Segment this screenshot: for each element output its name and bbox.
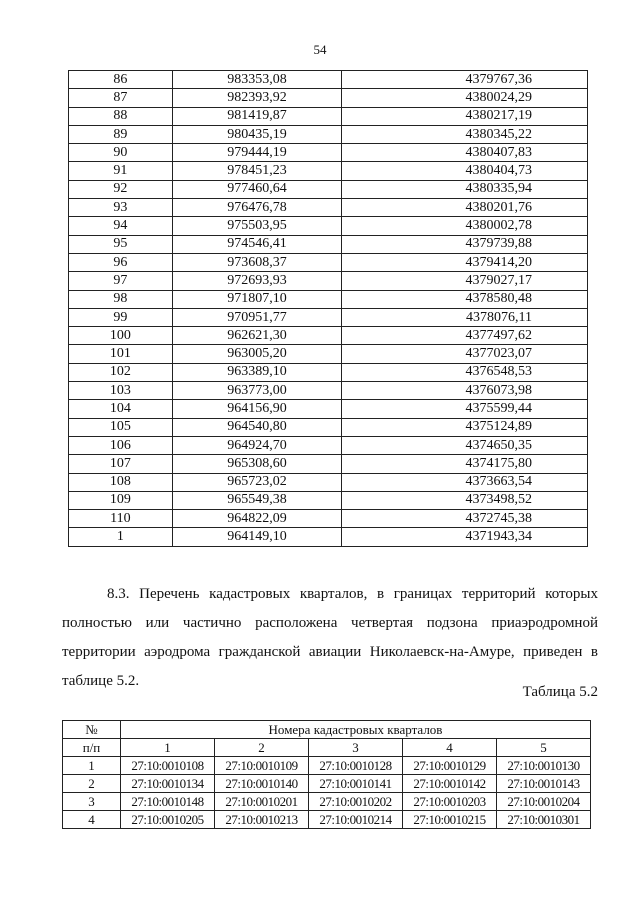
table-row — [69, 253, 588, 271]
point-number: 101 — [69, 345, 173, 363]
y-coordinate: 4380024,29 — [342, 89, 588, 107]
x-coordinate: 973608,37 — [172, 253, 342, 271]
table-row — [69, 363, 588, 381]
y-coordinate: 4374175,80 — [342, 455, 588, 473]
x-coordinate: 964822,09 — [172, 510, 342, 528]
y-coordinate: 4380201,76 — [342, 199, 588, 217]
table-row — [69, 455, 588, 473]
x-coordinate: 978451,23 — [172, 162, 342, 180]
x-coordinate: 980435,19 — [172, 125, 342, 143]
row-number: 3 — [63, 793, 121, 811]
point-number: 107 — [69, 455, 173, 473]
y-coordinate: 4378076,11 — [342, 308, 588, 326]
table-row — [69, 473, 588, 491]
column-number-row — [63, 739, 591, 757]
y-coordinate: 4376548,53 — [342, 363, 588, 381]
x-coordinate: 976476,78 — [172, 199, 342, 217]
y-coordinate: 4375599,44 — [342, 400, 588, 418]
header-row — [63, 721, 591, 739]
y-coordinate: 4379739,88 — [342, 235, 588, 253]
x-coordinate: 981419,87 — [172, 107, 342, 125]
x-coordinate: 965308,60 — [172, 455, 342, 473]
cadastral-number: 27:10:0010109 — [215, 757, 309, 775]
x-coordinate: 963389,10 — [172, 363, 342, 381]
x-coordinate: 975503,95 — [172, 217, 342, 235]
x-coordinate: 979444,19 — [172, 144, 342, 162]
y-coordinate: 4372745,38 — [342, 510, 588, 528]
y-coordinate: 4373663,54 — [342, 473, 588, 491]
point-number: 108 — [69, 473, 173, 491]
point-number: 95 — [69, 235, 173, 253]
y-coordinate: 4373498,52 — [342, 491, 588, 509]
table-row — [69, 491, 588, 509]
point-number: 88 — [69, 107, 173, 125]
cadastral-number: 27:10:0010213 — [215, 811, 309, 829]
y-coordinate: 4375124,89 — [342, 418, 588, 436]
cadastral-number: 27:10:0010201 — [215, 793, 309, 811]
x-coordinate: 964156,90 — [172, 400, 342, 418]
point-number: 110 — [69, 510, 173, 528]
table-row — [69, 71, 588, 89]
header-group: Номера кадастровых кварталов — [121, 721, 591, 739]
table-row — [69, 418, 588, 436]
table-row — [69, 345, 588, 363]
table-row — [69, 89, 588, 107]
x-coordinate: 964924,70 — [172, 436, 342, 454]
cadastral-number: 27:10:0010129 — [403, 757, 497, 775]
point-number: 91 — [69, 162, 173, 180]
x-coordinate: 965549,38 — [172, 491, 342, 509]
table-caption: Таблица 5.2 — [522, 684, 598, 700]
y-coordinate: 4380407,83 — [342, 144, 588, 162]
table-row — [69, 327, 588, 345]
x-coordinate: 982393,92 — [172, 89, 342, 107]
point-number: 86 — [69, 71, 173, 89]
row-number: 2 — [63, 775, 121, 793]
y-coordinate: 4377497,62 — [342, 327, 588, 345]
header-pp: п/п — [63, 739, 121, 757]
x-coordinate: 965723,02 — [172, 473, 342, 491]
cadastral-number: 27:10:0010143 — [497, 775, 591, 793]
cadastral-quarters-table — [62, 720, 591, 829]
table-row — [69, 162, 588, 180]
quarters-table-body — [63, 757, 591, 829]
column-number: 2 — [215, 739, 309, 757]
table-row — [69, 290, 588, 308]
cadastral-number: 27:10:0010108 — [121, 757, 215, 775]
table-row — [69, 400, 588, 418]
y-coordinate: 4380335,94 — [342, 180, 588, 198]
x-coordinate: 971807,10 — [172, 290, 342, 308]
x-coordinate: 983353,08 — [172, 71, 342, 89]
cadastral-number: 27:10:0010203 — [403, 793, 497, 811]
column-number: 4 — [403, 739, 497, 757]
point-number: 106 — [69, 436, 173, 454]
cadastral-number: 27:10:0010205 — [121, 811, 215, 829]
y-coordinate: 4380217,19 — [342, 107, 588, 125]
table-row — [69, 125, 588, 143]
cadastral-number: 27:10:0010202 — [309, 793, 403, 811]
column-number: 1 — [121, 739, 215, 757]
cadastral-number: 27:10:0010141 — [309, 775, 403, 793]
table-row — [69, 235, 588, 253]
point-number: 104 — [69, 400, 173, 418]
coordinates-table-body — [69, 71, 588, 547]
point-number: 96 — [69, 253, 173, 271]
table-row — [63, 757, 591, 775]
point-number: 87 — [69, 89, 173, 107]
table-row — [69, 217, 588, 235]
y-coordinate: 4371943,34 — [342, 528, 588, 546]
point-number: 103 — [69, 382, 173, 400]
column-number: 3 — [309, 739, 403, 757]
point-number: 90 — [69, 144, 173, 162]
cadastral-number: 27:10:0010128 — [309, 757, 403, 775]
y-coordinate: 4374650,35 — [342, 436, 588, 454]
cadastral-number: 27:10:0010142 — [403, 775, 497, 793]
table-row — [63, 811, 591, 829]
y-coordinate: 4379414,20 — [342, 253, 588, 271]
column-number: 5 — [497, 739, 591, 757]
cadastral-number: 27:10:0010148 — [121, 793, 215, 811]
table-row — [63, 793, 591, 811]
y-coordinate: 4378580,48 — [342, 290, 588, 308]
table-row — [69, 436, 588, 454]
point-number: 109 — [69, 491, 173, 509]
x-coordinate: 962621,30 — [172, 327, 342, 345]
x-coordinate: 964149,10 — [172, 528, 342, 546]
x-coordinate: 963005,20 — [172, 345, 342, 363]
point-number: 99 — [69, 308, 173, 326]
point-number: 102 — [69, 363, 173, 381]
table-row — [69, 272, 588, 290]
header-no: № — [63, 721, 121, 739]
x-coordinate: 964540,80 — [172, 418, 342, 436]
x-coordinate: 977460,64 — [172, 180, 342, 198]
point-number: 89 — [69, 125, 173, 143]
y-coordinate: 4380002,78 — [342, 217, 588, 235]
section-paragraph: 8.3. Перечень кадастровых кварталов, в границах территорий которых полностью или частично расположена четвертая подзона приаэродромной территории аэродрома гражданской авиации Николаевск-на-Амуре, приведен в таблице 5.2. — [62, 586, 598, 689]
point-number: 105 — [69, 418, 173, 436]
cadastral-number: 27:10:0010140 — [215, 775, 309, 793]
point-number: 94 — [69, 217, 173, 235]
cadastral-number: 27:10:0010214 — [309, 811, 403, 829]
cadastral-number: 27:10:0010301 — [497, 811, 591, 829]
point-number: 1 — [69, 528, 173, 546]
point-number: 100 — [69, 327, 173, 345]
cadastral-number: 27:10:0010134 — [121, 775, 215, 793]
y-coordinate: 4380404,73 — [342, 162, 588, 180]
table-row — [63, 775, 591, 793]
point-number: 92 — [69, 180, 173, 198]
coordinates-table — [68, 70, 588, 547]
page-number: 54 — [313, 42, 327, 57]
y-coordinate: 4379027,17 — [342, 272, 588, 290]
table-row — [69, 199, 588, 217]
cadastral-number: 27:10:0010204 — [497, 793, 591, 811]
table-row — [69, 528, 588, 546]
y-coordinate: 4380345,22 — [342, 125, 588, 143]
table-row — [69, 382, 588, 400]
table-row — [69, 308, 588, 326]
table-row — [69, 144, 588, 162]
table-row — [69, 180, 588, 198]
y-coordinate: 4379767,36 — [342, 71, 588, 89]
x-coordinate: 970951,77 — [172, 308, 342, 326]
point-number: 98 — [69, 290, 173, 308]
point-number: 97 — [69, 272, 173, 290]
y-coordinate: 4377023,07 — [342, 345, 588, 363]
x-coordinate: 974546,41 — [172, 235, 342, 253]
point-number: 93 — [69, 199, 173, 217]
x-coordinate: 972693,93 — [172, 272, 342, 290]
row-number: 1 — [63, 757, 121, 775]
cadastral-number: 27:10:0010215 — [403, 811, 497, 829]
table-row — [69, 107, 588, 125]
x-coordinate: 963773,00 — [172, 382, 342, 400]
row-number: 4 — [63, 811, 121, 829]
table-row — [69, 510, 588, 528]
y-coordinate: 4376073,98 — [342, 382, 588, 400]
cadastral-number: 27:10:0010130 — [497, 757, 591, 775]
